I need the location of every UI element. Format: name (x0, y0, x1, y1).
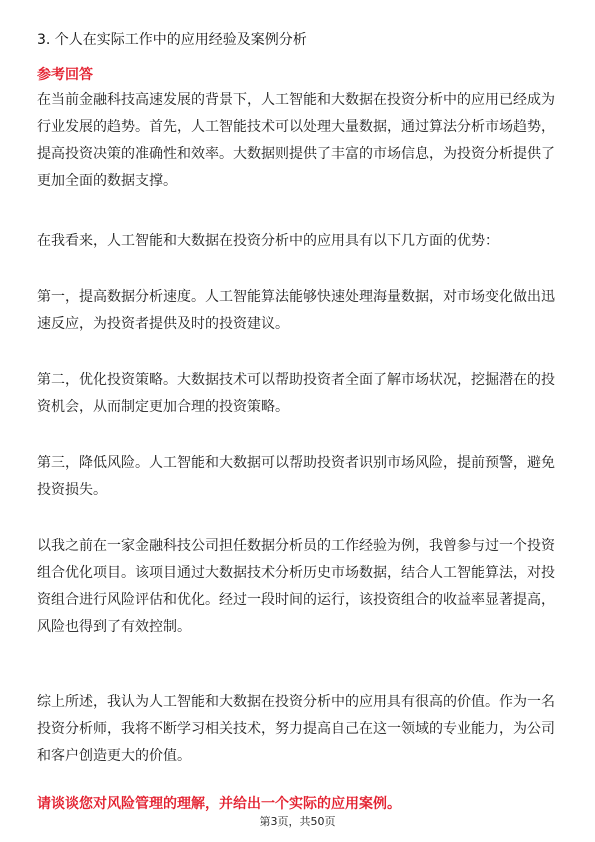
answer-paragraph-conclusion: 综上所述，我认为人工智能和大数据在投资分析中的应用具有很高的价值。作为一名投资分析师，我将不断学习相关技术，努力提高自己在这一领域的专业能力，为公司和客户创造更大的价值。 (37, 694, 555, 764)
page-footer (0, 815, 595, 829)
next-question-title: 请谈谈您对风险管理的理解，并给出一个实际的应用案例。 (37, 796, 401, 812)
answer-paragraph-first-point: 第一，提高数据分析速度。人工智能算法能够快速处理海量数据，对市场变化做出迅速反应，为投资者提供及时的投资建议。 (37, 289, 555, 332)
page-indicator: 第3页，共50页 (259, 815, 336, 828)
question-title: 3. 个人在实际工作中的应用经验及案例分析 (37, 32, 307, 48)
answer-paragraph-case-study: 以我之前在一家金融科技公司担任数据分析员的工作经验为例，我曾参与过一个投资组合优化项目。该项目通过大数据技术分析历史市场数据，结合人工智能算法，对投资组合进行风险评估和优化。经过一段时间的运行，该投资组合的收益率显著提高，风险也得到了有效控制。 (37, 538, 555, 635)
answer-paragraph-advantages-lead: 在我看来，人工智能和大数据在投资分析中的应用具有以下几方面的优势： (37, 233, 499, 249)
answer-paragraph-third-point: 第三，降低风险。人工智能和大数据可以帮助投资者识别市场风险，提前预警，避免投资损失。 (37, 455, 555, 498)
answer-paragraph-second-point: 第二，优化投资策略。大数据技术可以帮助投资者全面了解市场状况，挖掘潜在的投资机会，从而制定更加合理的投资策略。 (37, 372, 555, 415)
answer-paragraph-intro: 在当前金融科技高速发展的背景下，人工智能和大数据在投资分析中的应用已经成为行业发展的趋势。首先，人工智能技术可以处理大量数据，通过算法分析市场趋势，提高投资决策的准确性和效率。大数据则提供了丰富的市场信息，为投资分析提供了更加全面的数据支撑。 (37, 92, 555, 189)
reference-answer-label: 参考回答 (37, 67, 93, 83)
